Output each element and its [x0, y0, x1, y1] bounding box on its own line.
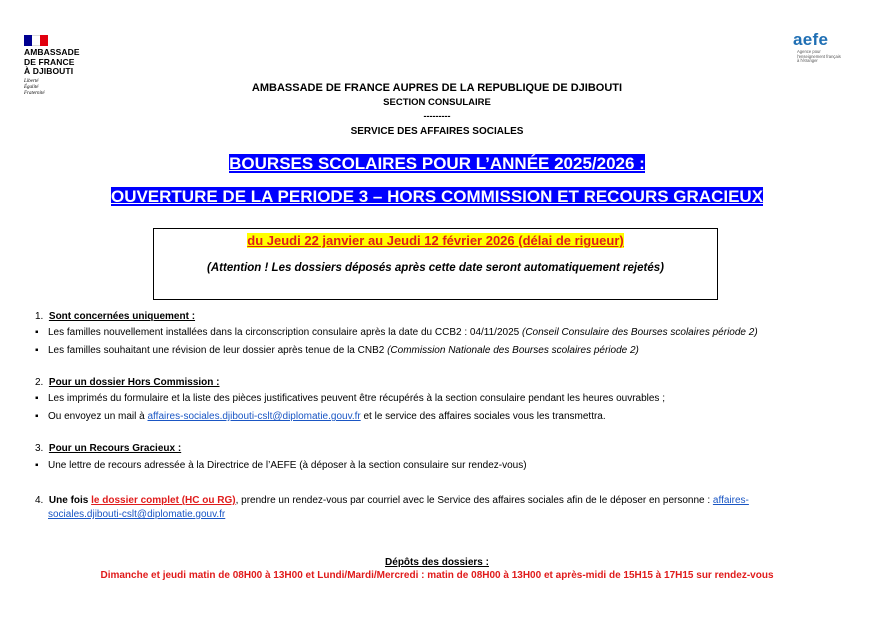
- section-1-bullet-2: ▪ Les familles souhaitant une révision de leur dossier après tenue de la CNB2 (Commission Nationale des Bourses scolaires période 2): [35, 345, 639, 356]
- depots-heading: Dépôts des dossiers :: [385, 557, 489, 568]
- deadline-warning: (Attention ! Les dossiers déposés après cette date seront automatiquement rejetés): [207, 262, 664, 274]
- deadline-dates: du Jeudi 22 janvier au Jeudi 12 février 2026 (délai de rigueur): [247, 233, 624, 248]
- section-4-link-line: [48, 509, 225, 520]
- french-flag-icon: [24, 35, 48, 46]
- deadline-box: [153, 228, 718, 300]
- title-line-2: OUVERTURE DE LA PERIODE 3 – HORS COMMISSION ET RECOURS GRACIEUX: [110, 187, 764, 206]
- email-link[interactable]: affaires-sociales.djibouti-cslt@diplomatie.gouv.fr: [147, 411, 361, 422]
- email-link-2b[interactable]: sociales.djibouti-cslt@diplomatie.gouv.fr: [48, 509, 226, 520]
- section-4-text: 4. Une fois le dossier complet (HC ou RG), prendre un rendez-vous par courriel avec le Service des affaires sociales afin de le déposer en personne : affaires-: [35, 495, 749, 506]
- section-2-bullet-1: ▪ Les imprimés du formulaire et la liste des pièces justificatives peuvent être récupérés à la section consulaire pendant les heures ouvrables ;: [35, 393, 665, 404]
- section-2-bullet-2: ▪ Ou envoyez un mail à affaires-sociales.djibouti-cslt@diplomatie.gouv.fr et le service des affaires sociales vous les transmettra.: [35, 411, 606, 422]
- header-service: SERVICE DES AFFAIRES SOCIALES: [350, 126, 524, 137]
- header-section: SECTION CONSULAIRE: [383, 97, 491, 108]
- embassy-motto: Liberté Égalité Fraternité: [24, 79, 45, 96]
- header-separator: ---------: [423, 111, 451, 121]
- embassy-logo-title: AMBASSADE DE FRANCE À DJIBOUTI: [24, 47, 80, 76]
- section-3-bullet-1: ▪ Une lettre de recours adressée à la Directrice de l’AEFE (à déposer à la section consulaire sur rendez-vous): [35, 460, 527, 471]
- section-1-bullet-1: ▪ Les familles nouvellement installées dans la circonscription consulaire après la date du CCB2 : 04/11/2025 (Conseil Consulaire des Bourses scolaires période 2): [35, 327, 758, 338]
- aefe-logo-subtitle: Agence pour l'enseignement français à l'étranger: [797, 49, 841, 64]
- section-2-heading: 2. Pour un dossier Hors Commission :: [35, 377, 220, 388]
- title-line-1: BOURSES SCOLAIRES POUR L’ANNÉE 2025/2026 :: [229, 154, 645, 173]
- email-link-2a[interactable]: affaires-: [712, 495, 749, 506]
- section-3-heading: 3. Pour un Recours Gracieux :: [35, 443, 182, 454]
- depots-hours: Dimanche et jeudi matin de 08H00 à 13H00 et Lundi/Mardi/Mercredi : matin de 08H00 à 13H00 et après-midi de 15H15 à 17H15 sur rendez-vous: [100, 570, 774, 581]
- section-1-heading: 1. Sont concernées uniquement :: [35, 311, 196, 322]
- aefe-logo: aefe: [793, 30, 829, 49]
- header-embassy: AMBASSADE DE FRANCE AUPRES DE LA REPUBLIQUE DE DJIBOUTI: [251, 82, 623, 94]
